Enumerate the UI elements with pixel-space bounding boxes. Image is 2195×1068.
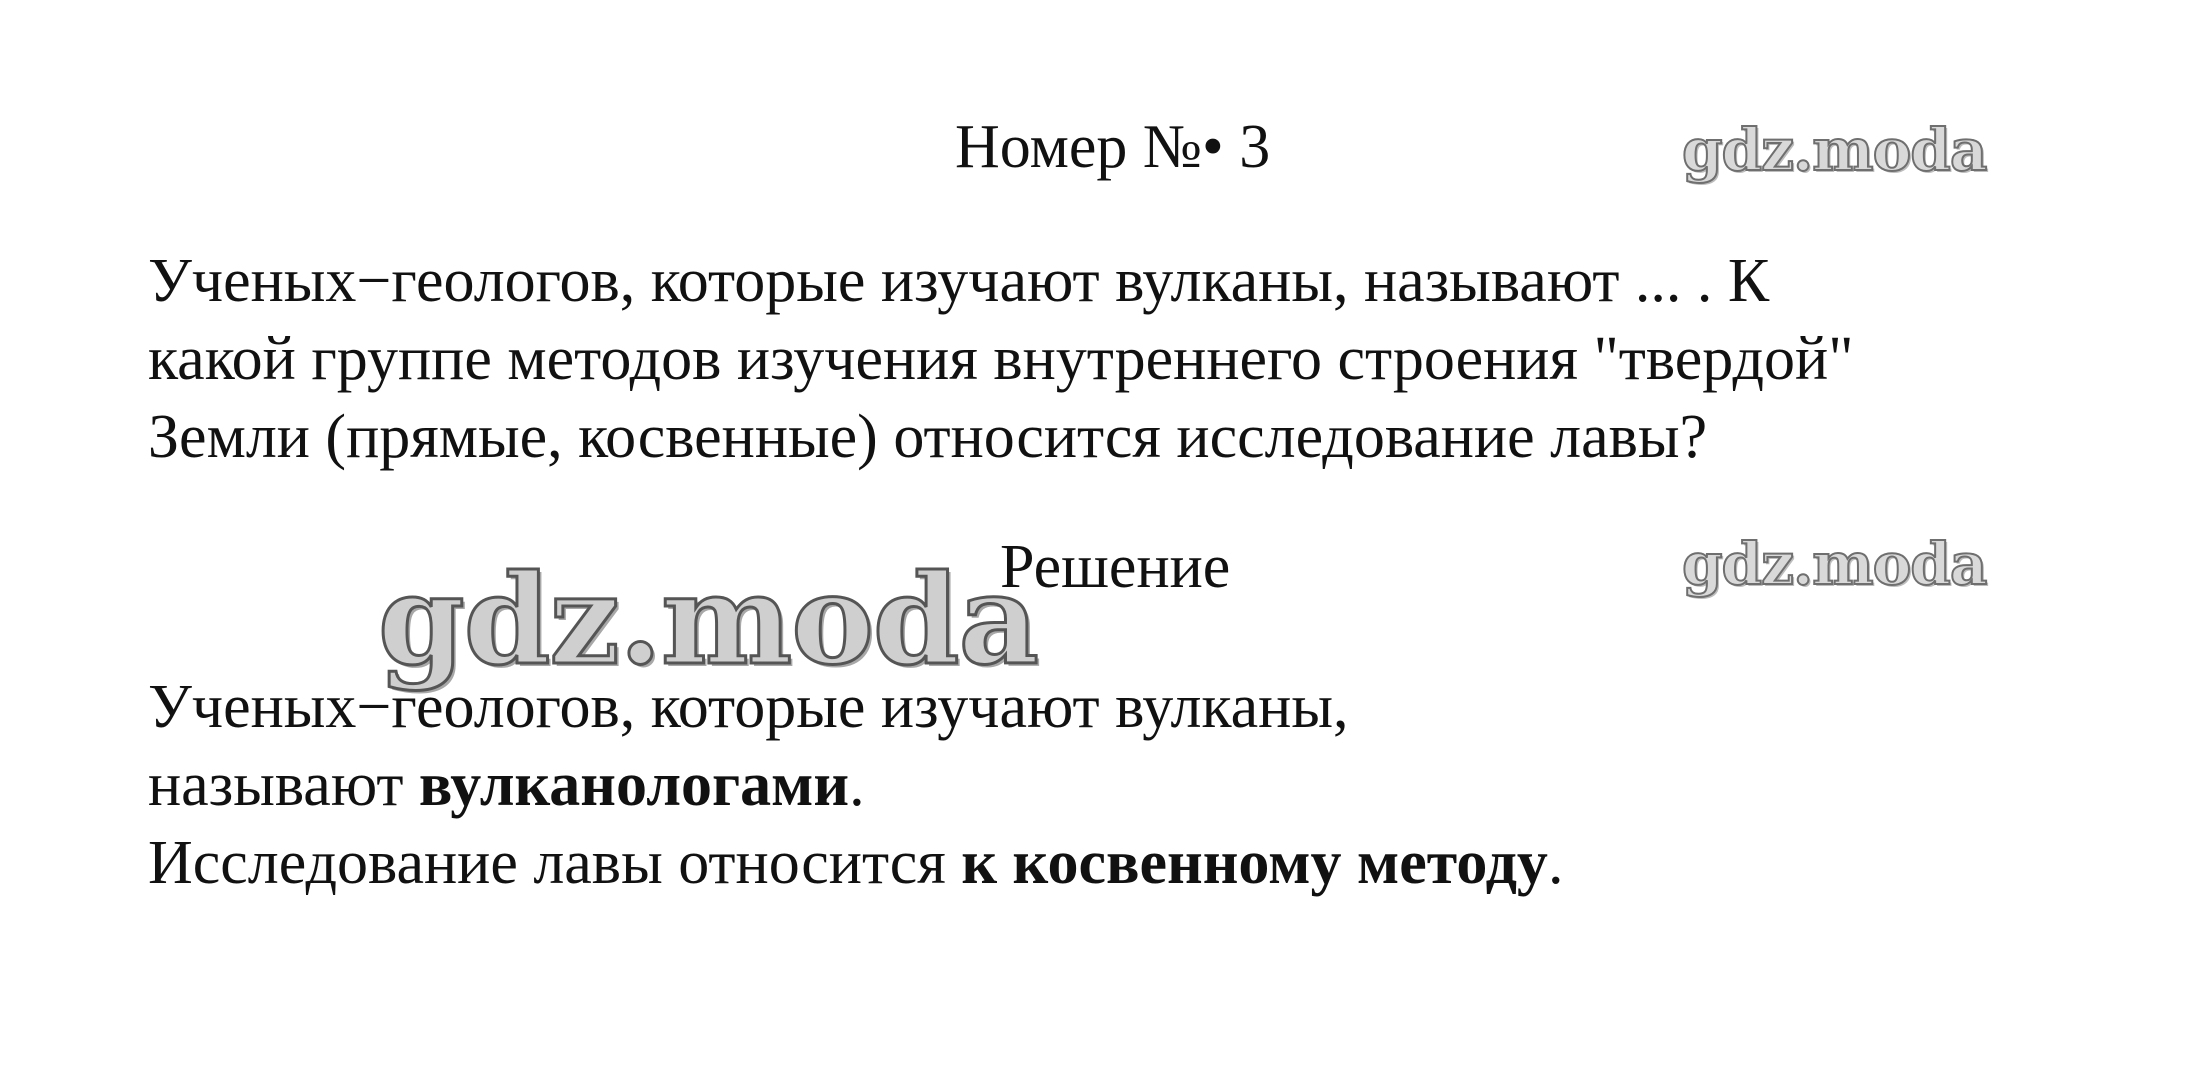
watermark-logo-middle: gdz.moda xyxy=(1682,530,1987,598)
answer-text-segment: Исследование лавы относится xyxy=(148,829,962,897)
watermark-logo-top: gdz.moda xyxy=(1682,116,1987,184)
task-number-title: Номер №• 3 xyxy=(955,113,1271,181)
answer-text xyxy=(148,668,2108,902)
question-line: какой группе методов изучения внутреннего строения "твердой" xyxy=(148,325,1854,393)
answer-punctuation: . xyxy=(1547,829,1564,897)
answer-punctuation: . xyxy=(849,751,865,819)
watermark-logo-large: gdz.moda xyxy=(378,548,1038,693)
answer-line: Ученых−геологов, которые изучают вулканы, xyxy=(148,673,1349,741)
answer-bold-term: к косвенному методу xyxy=(961,829,1548,897)
answer-line xyxy=(148,824,2108,902)
solution-heading: Решение xyxy=(1000,533,1231,601)
question-text xyxy=(148,242,2108,476)
answer-line xyxy=(148,746,2108,824)
question-line: Ученых−геологов, которые изучают вулканы, называют ... . К xyxy=(148,247,1770,315)
question-line: Земли (прямые, косвенные) относится исследование лавы? xyxy=(148,403,1708,471)
answer-bold-term: вулканологами xyxy=(418,751,850,819)
answer-text-segment: называют xyxy=(148,751,419,819)
